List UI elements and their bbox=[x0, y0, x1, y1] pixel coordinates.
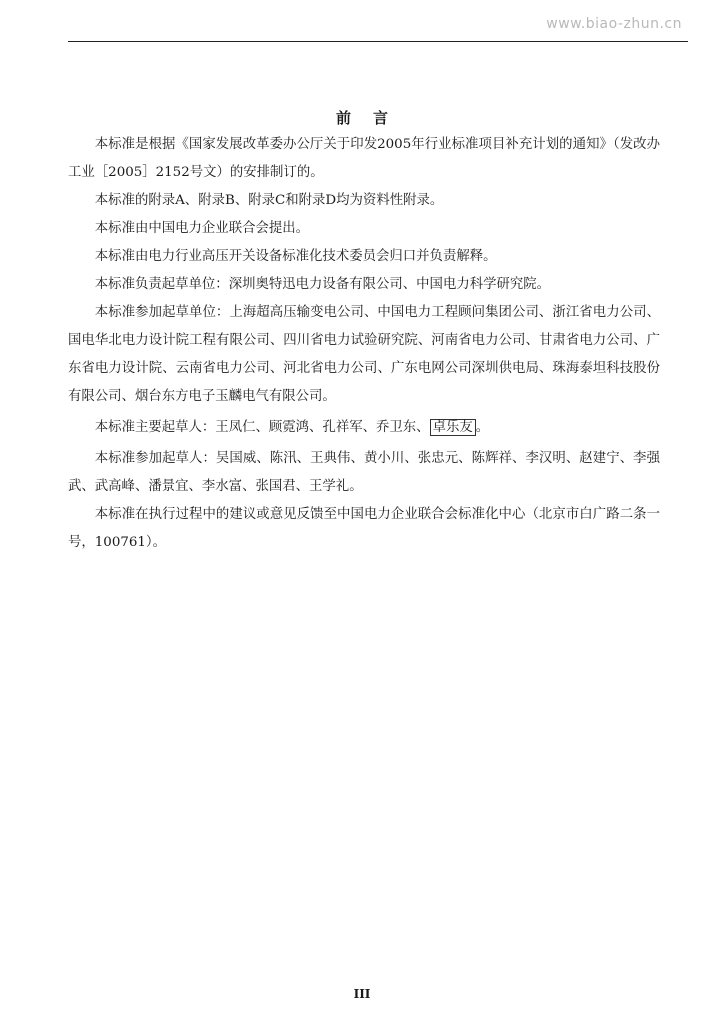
watermark-url: www.biao-zhun.cn bbox=[546, 16, 682, 32]
main-drafters-text: 本标准主要起草人：王凤仁、顾霓鸿、孔祥军、乔卫东、 bbox=[94, 420, 430, 435]
paragraph-lead-drafter: 本标准负责起草单位：深圳奥特迅电力设备有限公司、中国电力科学研究院。 bbox=[94, 277, 551, 292]
paragraph-participating-units: 本标准参加起草单位：上海超高压输变电公司、中国电力工程顾问集团公司、浙江省电力公司、国电华北电力设计院工程有限公司、四川省电力试验研究院、河南省电力公司、甘肃省电力公司、广东省电力设计院、云南省电力公司、河北省电力公司、广东电网公司深圳供电局、珠海泰坦科技股份有限公司、烟台东方电子玉麟电气有限公司。 bbox=[68, 305, 660, 404]
title-part-2: 言 bbox=[373, 109, 389, 127]
highlighted-name: 卓乐友 bbox=[430, 419, 476, 436]
paragraph-proposer: 本标准由中国电力企业联合会提出。 bbox=[94, 221, 310, 236]
title-part-1: 前 bbox=[335, 109, 351, 127]
paragraph-participating-drafters: 本标准参加起草人：吴国威、陈汛、王典伟、黄小川、张忠元、陈辉祥、李汉明、赵建宁、李强武、武高峰、潘景宜、李水富、张国君、王学礼。 bbox=[68, 451, 660, 494]
paragraph-appendix: 本标准的附录A、附录B、附录C和附录D均为资料性附录。 bbox=[94, 193, 444, 208]
main-drafters-end: 。 bbox=[475, 420, 490, 435]
paragraph-feedback: 本标准在执行过程中的建议或意见反馈至中国电力企业联合会标准化中心（北京市白广路二条一号，100761）。 bbox=[68, 507, 660, 550]
foreword-body bbox=[68, 131, 660, 557]
paragraph-administrator: 本标准由电力行业高压开关设备标准化技术委员会归口并负责解释。 bbox=[94, 249, 497, 264]
page-number: III bbox=[353, 987, 371, 1001]
page-title bbox=[0, 107, 724, 128]
paragraph-main-drafters bbox=[68, 414, 660, 442]
header-rule bbox=[68, 41, 688, 42]
paragraph-basis: 本标准是根据《国家发展改革委办公厅关于印发2005年行业标准项目补充计划的通知》（发改办工业［2005］2152号文）的安排制订的。 bbox=[68, 137, 660, 180]
